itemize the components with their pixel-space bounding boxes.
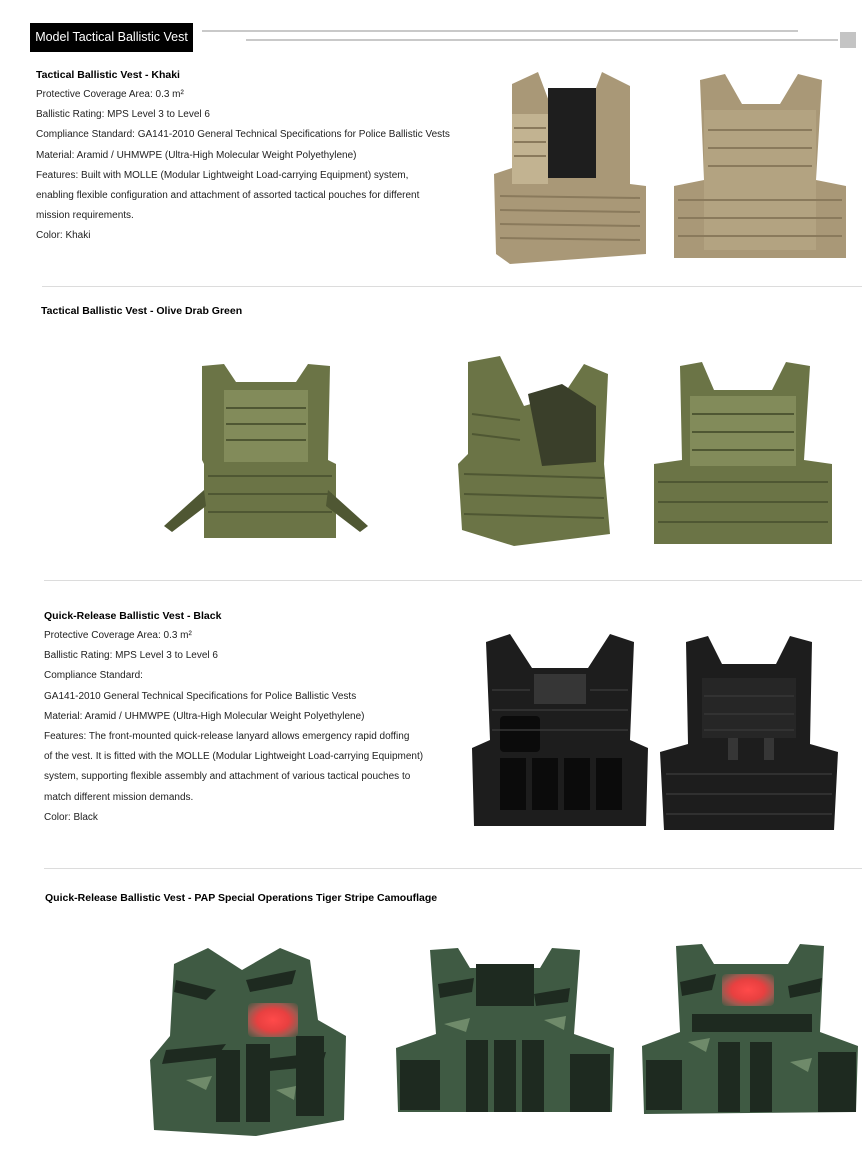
section-title-camo: Quick-Release Ballistic Vest - PAP Special Operations Tiger Stripe Camouflage <box>45 892 438 904</box>
spec-line: Features: The front-mounted quick-release lanyard allows emergency rapid doffing <box>44 731 410 743</box>
spec-line: of the vest. It is fitted with the MOLLE (Modular Lightweight Load-carrying Equipment) <box>44 751 424 763</box>
section-title-khaki: Tactical Ballistic Vest - Khaki <box>36 69 180 81</box>
spec-line: Features: Built with MOLLE (Modular Lightweight Load-carrying Equipment) system, <box>36 169 409 181</box>
vest-photo-khaki-angle <box>490 64 650 274</box>
spec-line: enabling flexible configuration and attachment of assorted tactical pouches for different <box>36 190 420 202</box>
page-title: Model Tactical Ballistic Vest <box>30 23 193 52</box>
spec-line: match different mission demands. <box>44 791 194 803</box>
spec-line: GA141-2010 General Technical Specifications for Police Ballistic Vests <box>44 690 357 702</box>
spec-line: Ballistic Rating: MPS Level 3 to Level 6 <box>44 650 218 662</box>
header-rule-top <box>202 30 798 32</box>
header-square-icon <box>840 32 856 48</box>
vest-photo-camo-back <box>640 942 860 1128</box>
vest-photo-camo-front <box>394 944 616 1126</box>
spec-line: Compliance Standard: GA141-2010 General Technical Specifications for Police Ballistic Vests <box>36 129 450 141</box>
vest-photo-black-front <box>470 630 650 835</box>
vest-photo-khaki-back <box>670 70 850 265</box>
section-title-olive: Tactical Ballistic Vest - Olive Drab Green <box>41 305 243 317</box>
spec-list-black <box>44 626 423 828</box>
spec-line: Color: Khaki <box>36 230 91 242</box>
vest-photo-olive-front <box>160 360 372 542</box>
spec-line: Ballistic Rating: MPS Level 3 to Level 6 <box>36 109 210 121</box>
spec-line: Color: Black <box>44 811 98 823</box>
section-title-black: Quick-Release Ballistic Vest - Black <box>44 610 222 622</box>
spec-line: Compliance Standard: <box>44 670 143 682</box>
section-divider <box>44 580 862 581</box>
spec-line: mission requirements. <box>36 210 134 222</box>
spec-line: Material: Aramid / UHMWPE (Ultra-High Molecular Weight Polyethylene) <box>36 149 357 161</box>
spec-line: Protective Coverage Area: 0.3 m² <box>36 89 184 100</box>
vest-photo-camo-angle <box>146 940 350 1140</box>
header-rule-bottom <box>246 39 838 41</box>
spec-line: Material: Aramid / UHMWPE (Ultra-High Molecular Weight Polyethylene) <box>44 710 365 722</box>
blurred-patch <box>722 974 774 1006</box>
section-divider <box>42 286 862 287</box>
vest-photo-olive-back <box>652 360 834 548</box>
blurred-patch <box>248 1003 298 1037</box>
section-divider <box>44 868 862 869</box>
spec-line: Protective Coverage Area: 0.3 m² <box>44 630 192 641</box>
vest-photo-olive-angle <box>454 354 614 548</box>
vest-photo-black-back <box>658 634 840 836</box>
spec-list-khaki <box>36 85 450 247</box>
spec-line: system, supporting flexible assembly and attachment of various tactical pouches to <box>44 771 411 783</box>
